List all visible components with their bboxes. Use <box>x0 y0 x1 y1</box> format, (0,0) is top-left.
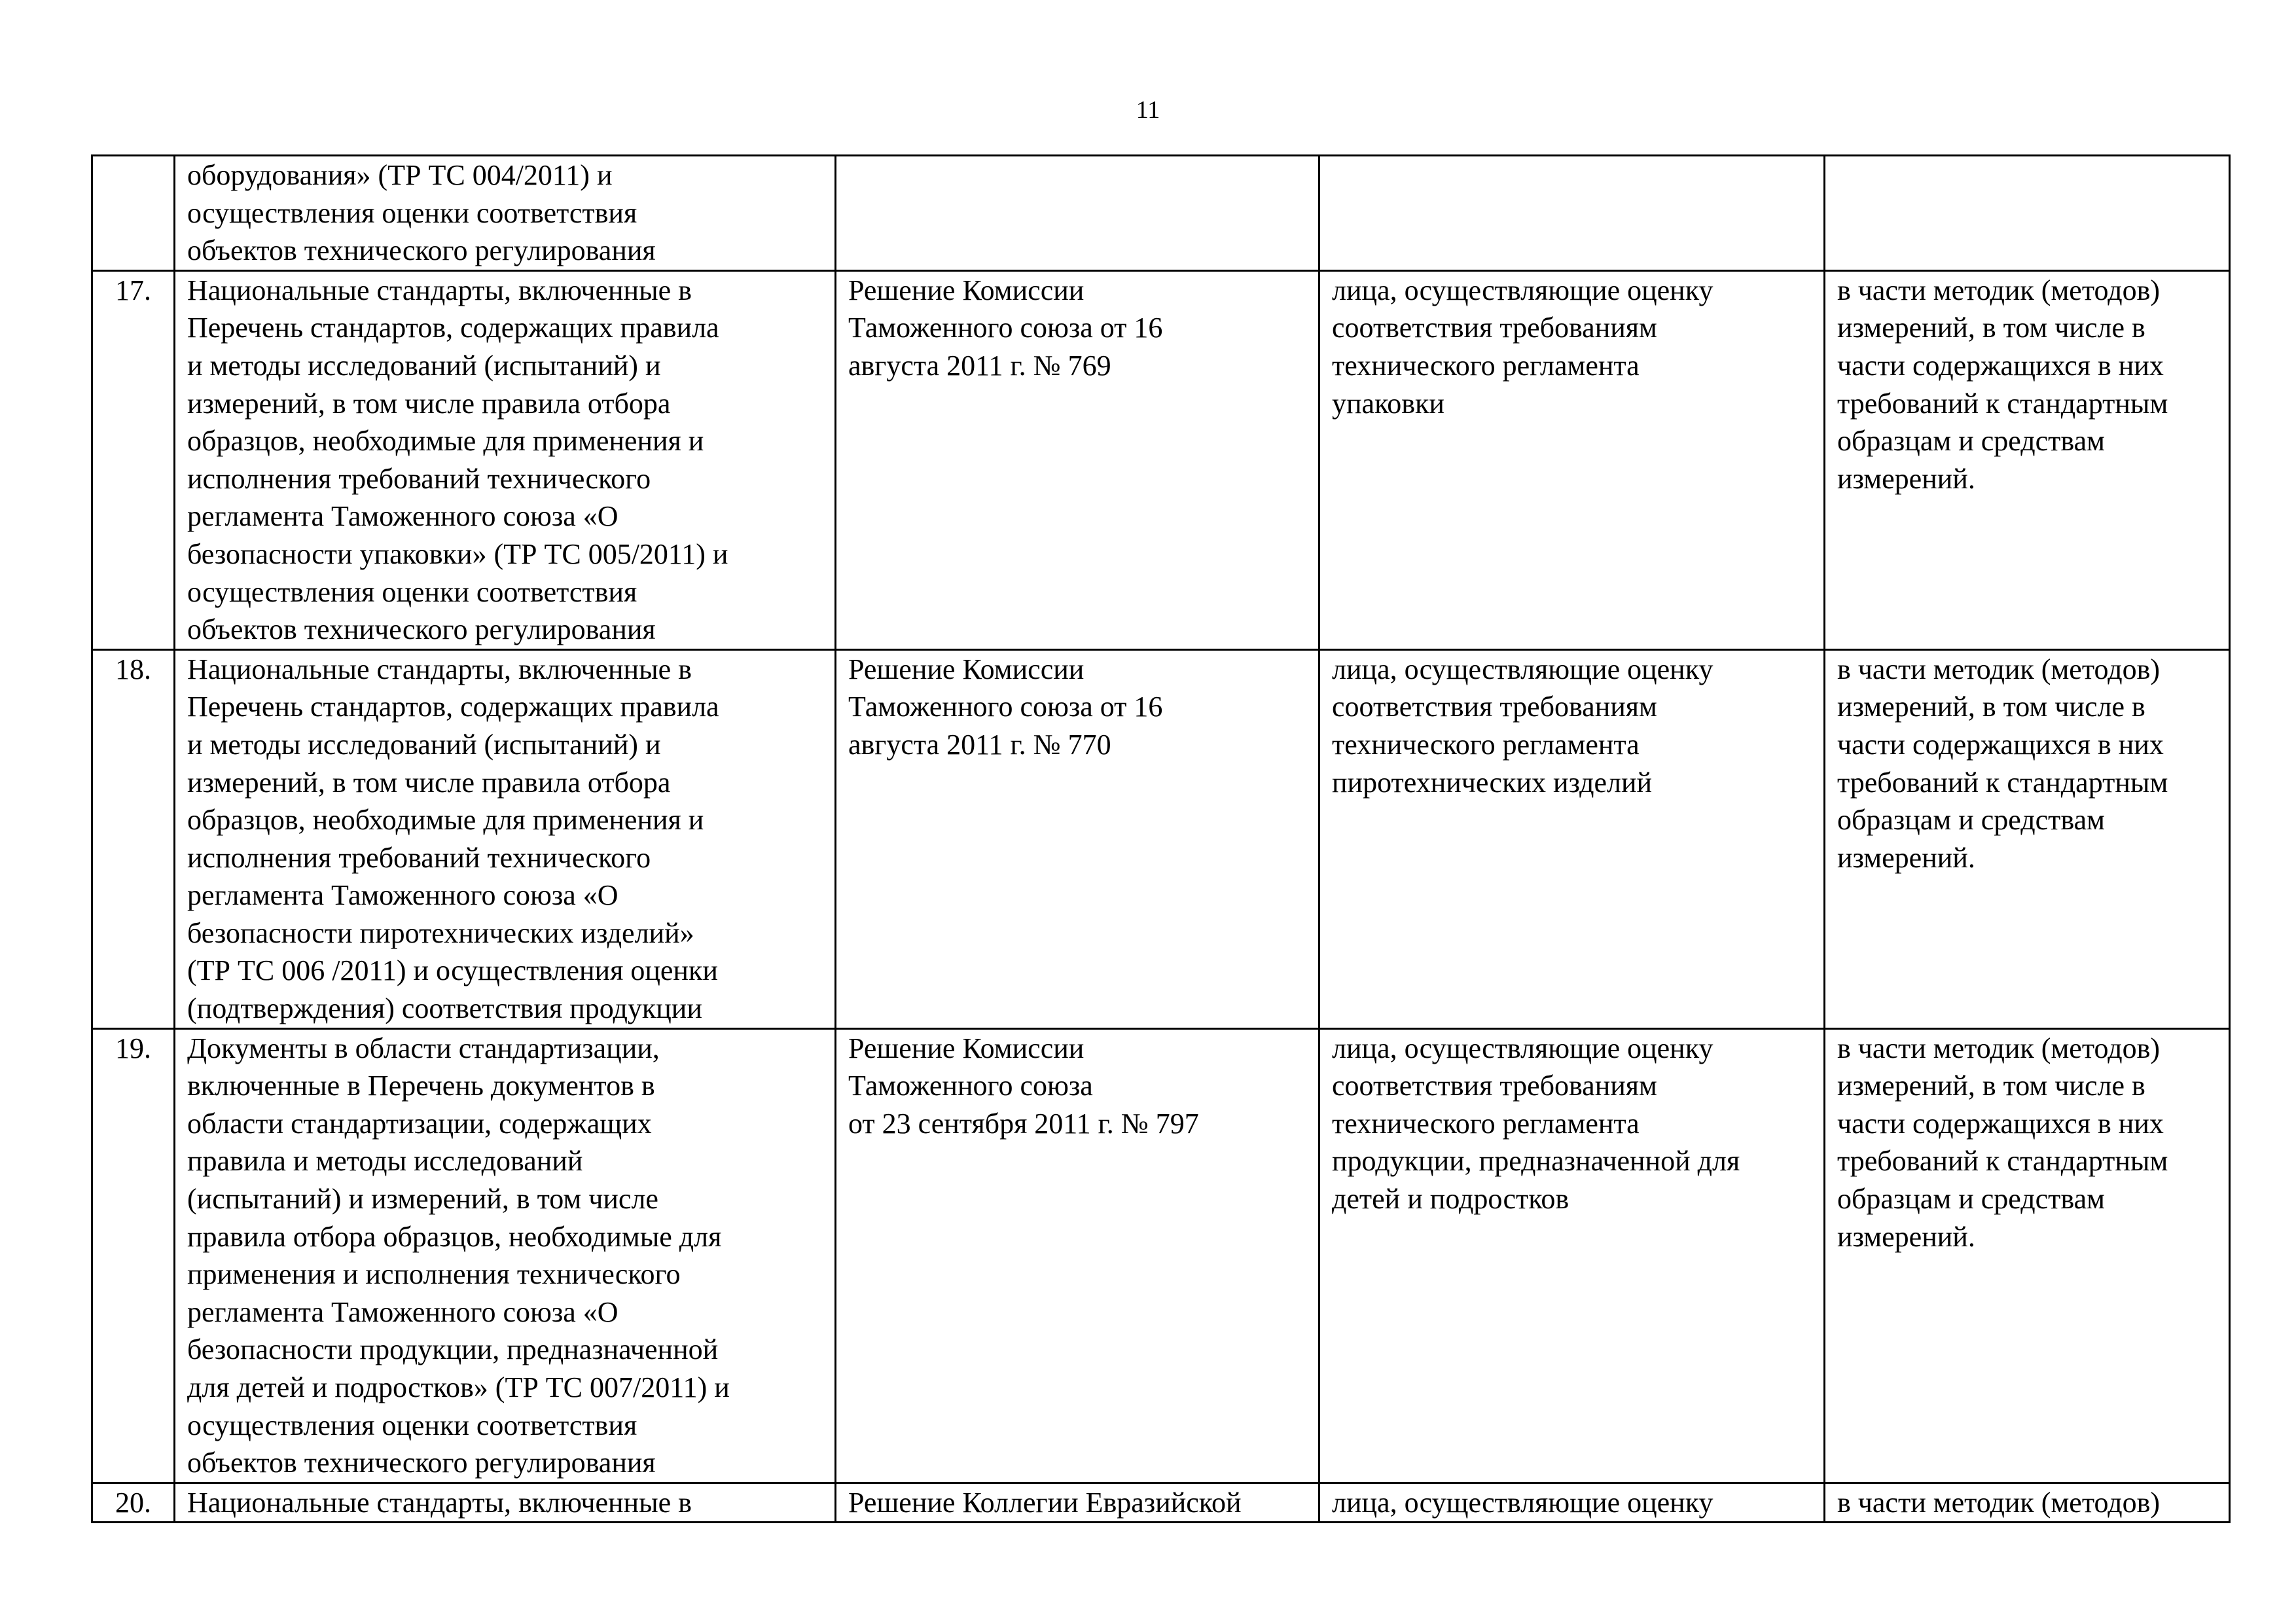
document-cell: Документы в области стандартизации, включенные в Перечень документов в области стандартизации, содержащих правила и методы исследований (испытаний) и измерений, в том числе правила отбора образцов, необходимые для применения и исполнения технического регламента Таможенного союза «О безопасности продукции, предназначенной для детей и подростков» (ТР ТС 007/2011) и осуществления оценки соответствия объектов технического регулирования <box>175 1028 836 1483</box>
document-cell: Национальные стандарты, включенные в Перечень стандартов, содержащих правила и методы исследований (испытаний) и измерений, в том числе правила отбора образцов, необходимые для применения и исполнения требований технического регламента Таможенного союза «О безопасности упаковки» (ТР ТС 005/2011) и осуществления оценки соответствия объектов технического регулирования <box>175 270 836 649</box>
decision-cell: Решение Коллегии Евразийской <box>836 1483 1319 1523</box>
document-cell: Национальные стандарты, включенные в <box>175 1483 836 1523</box>
note-cell: в части методик (методов) измерений, в том числе в части содержащихся в них требований к стандартным образцам и средствам измерений. <box>1825 270 2230 649</box>
decision-cell: Решение Комиссии Таможенного союза от 23 сентября 2011 г. № 797 <box>836 1028 1319 1483</box>
note-cell: в части методик (методов) <box>1825 1483 2230 1523</box>
note-cell <box>1825 156 2230 271</box>
table-row <box>92 270 2230 649</box>
decision-cell <box>836 156 1319 271</box>
document-cell: Национальные стандарты, включенные в Перечень стандартов, содержащих правила и методы исследований (испытаний) и измерений, в том числе правила отбора образцов, необходимые для применения и исполнения требований технического регламента Таможенного союза «О безопасности пиротехнических изделий» (ТР ТС 006 /2011) и осуществления оценки (подтверждения) соответствия продукции <box>175 649 836 1028</box>
standards-table <box>91 154 2231 1523</box>
row-number-cell: 19. <box>92 1028 175 1483</box>
persons-cell: лица, осуществляющие оценку соответствия требованиям технического регламента продукции, предназначенной для детей и подростков <box>1319 1028 1825 1483</box>
table-row <box>92 1028 2230 1483</box>
persons-cell <box>1319 156 1825 271</box>
table-row <box>92 649 2230 1028</box>
table-row <box>92 1483 2230 1523</box>
row-number-cell <box>92 156 175 271</box>
persons-cell: лица, осуществляющие оценку <box>1319 1483 1825 1523</box>
row-number-cell: 20. <box>92 1483 175 1523</box>
decision-cell: Решение Комиссии Таможенного союза от 16 августа 2011 г. № 770 <box>836 649 1319 1028</box>
row-number-cell: 18. <box>92 649 175 1028</box>
document-cell: оборудования» (ТР ТС 004/2011) и осуществления оценки соответствия объектов технического регулирования <box>175 156 836 271</box>
note-cell: в части методик (методов) измерений, в том числе в части содержащихся в них требований к стандартным образцам и средствам измерений. <box>1825 1028 2230 1483</box>
decision-cell: Решение Комиссии Таможенного союза от 16 августа 2011 г. № 769 <box>836 270 1319 649</box>
persons-cell: лица, осуществляющие оценку соответствия требованиям технического регламента упаковки <box>1319 270 1825 649</box>
row-number-cell: 17. <box>92 270 175 649</box>
note-cell: в части методик (методов) измерений, в том числе в части содержащихся в них требований к стандартным образцам и средствам измерений. <box>1825 649 2230 1028</box>
page-number: 11 <box>1136 96 1160 124</box>
persons-cell: лица, осуществляющие оценку соответствия требованиям технического регламента пиротехнических изделий <box>1319 649 1825 1028</box>
table-row <box>92 156 2230 271</box>
